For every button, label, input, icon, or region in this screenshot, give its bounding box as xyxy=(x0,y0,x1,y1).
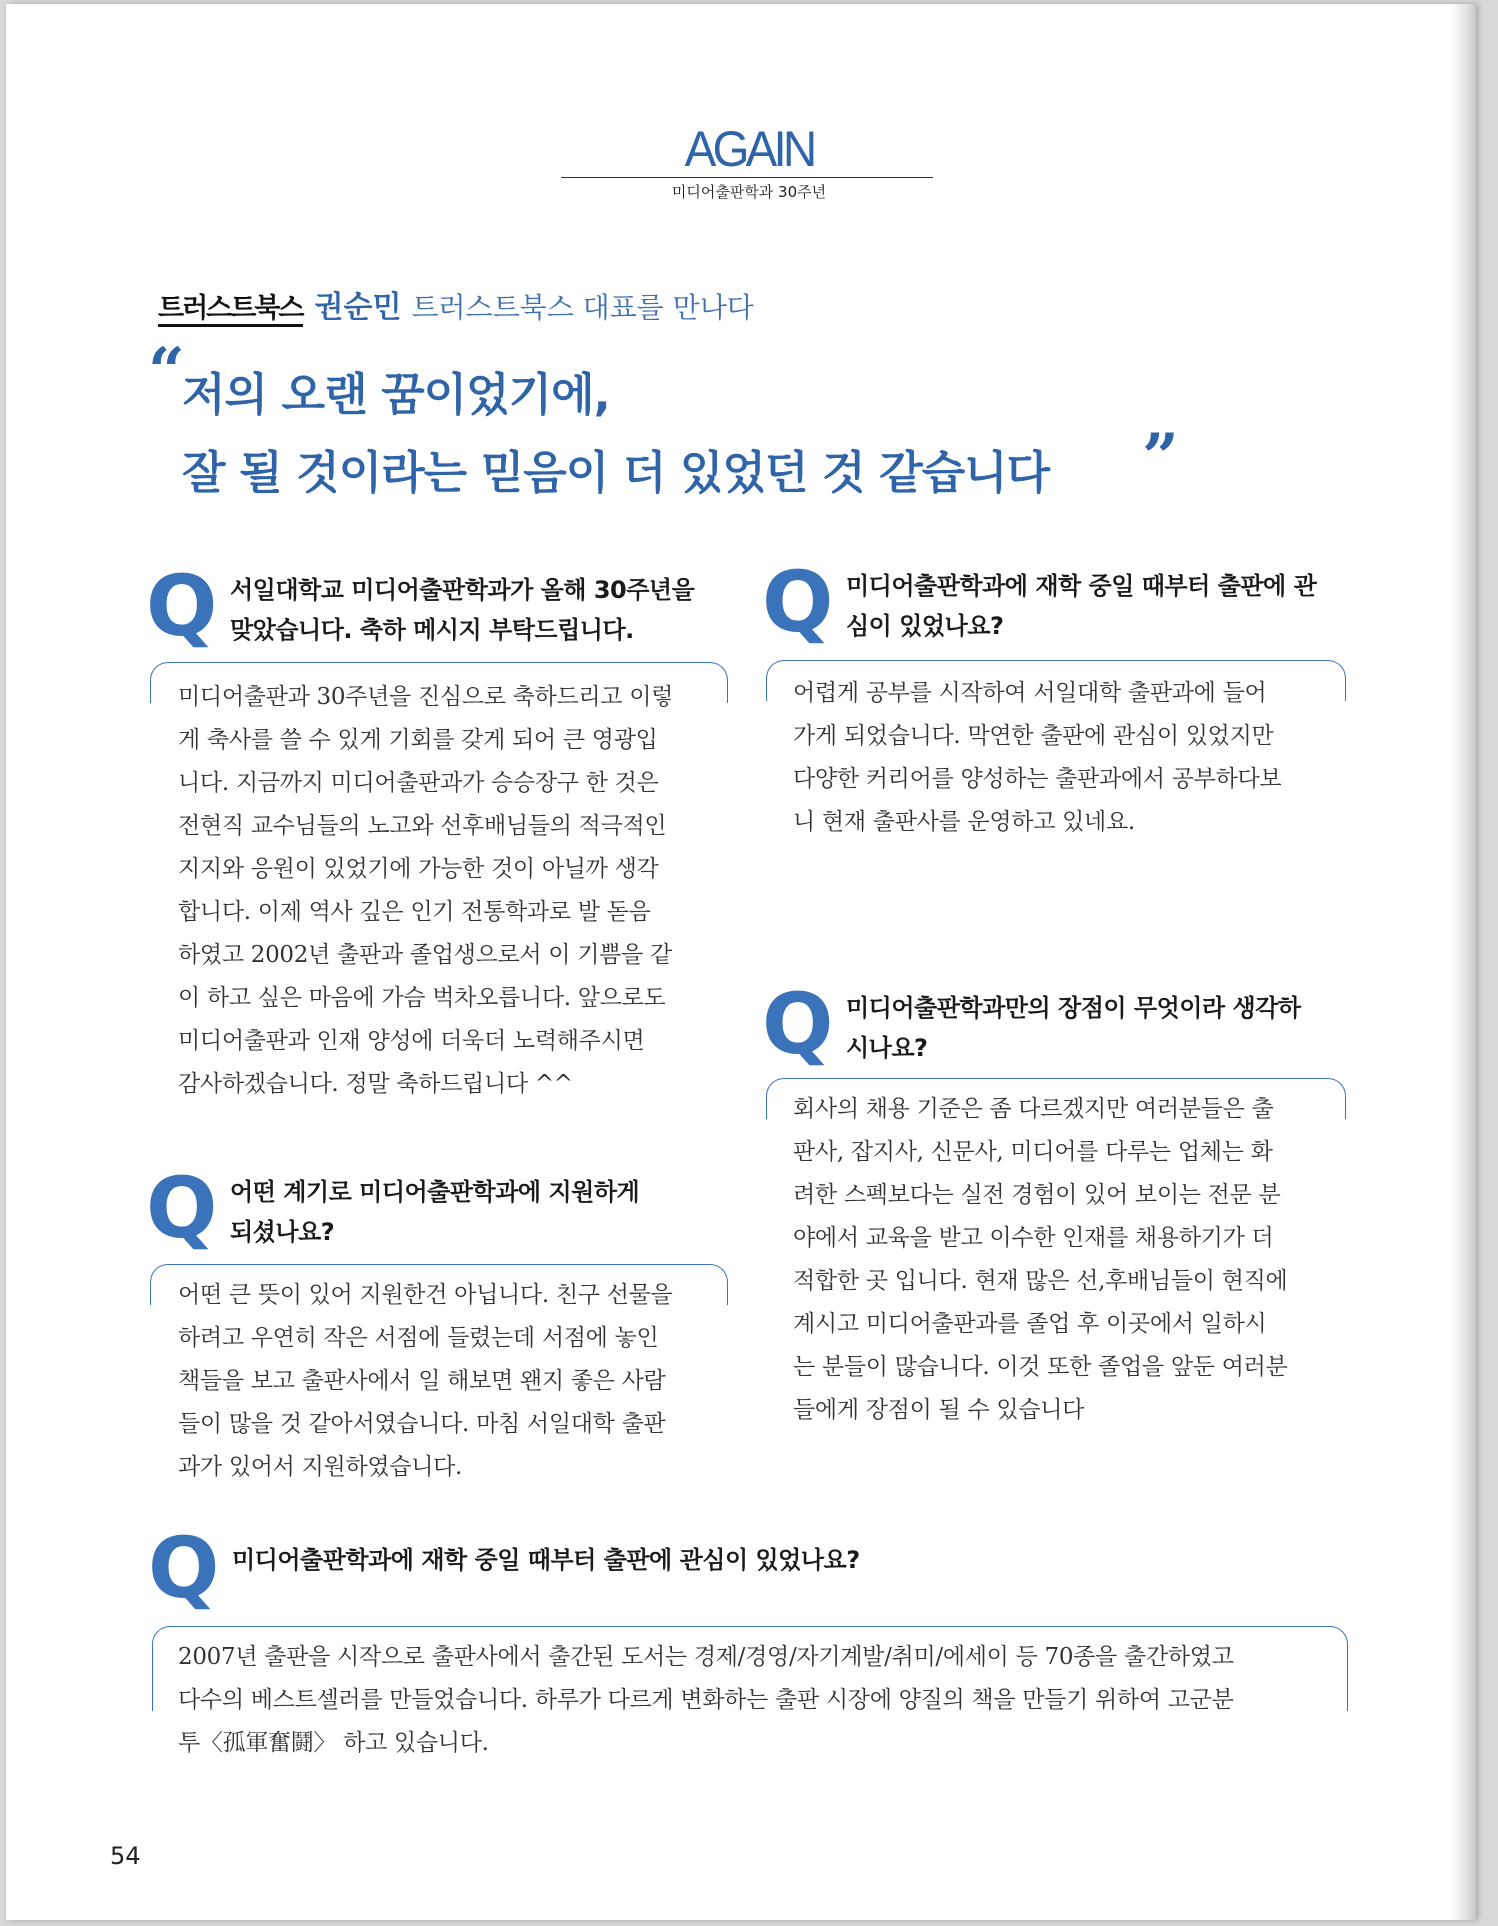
q-mark: Q xyxy=(762,553,834,651)
question-title-line: 미디어출판학과에 재학 중일 때부터 출판에 관심이 있었나요? xyxy=(232,1546,860,1574)
question-title-line: 되셨나요? xyxy=(230,1218,335,1246)
question-title xyxy=(232,1540,860,1580)
headline-line-2: 잘 될 것이라는 믿음이 더 있었던 것 같습니다 xyxy=(182,446,1050,499)
question-title-line: 시나요? xyxy=(846,1034,928,1062)
question-title xyxy=(230,1172,639,1252)
intro-text: 트러스트북스 대표를 만나다 xyxy=(411,291,754,324)
answer-line: 가게 되었습니다. 막연한 출판에 관심이 있었지만 xyxy=(793,723,1274,749)
answer-line: 지지와 응원이 있었기에 가능한 것이 아닐까 생각 xyxy=(178,856,659,882)
answer-line: 하려고 우연히 작은 서점에 들렸는데 서점에 놓인 xyxy=(178,1325,659,1351)
answer-4 xyxy=(793,1088,1353,1432)
answer-line: 어떤 큰 뜻이 있어 지원한건 아닙니다. 친구 선물을 xyxy=(178,1282,673,1308)
header-divider xyxy=(561,177,933,178)
question-title-line: 미디어출판학과에 재학 중일 때부터 출판에 관 xyxy=(846,572,1317,600)
answer-line: 게 축사를 쓸 수 있게 기회를 갖게 되어 큰 영광입 xyxy=(178,727,658,753)
answer-line: 미디어출판과 30주년을 진심으로 축하드리고 이렇 xyxy=(178,684,674,710)
question-3 xyxy=(762,553,1382,651)
answer-line: 려한 스펙보다는 실전 경험이 있어 보이는 전문 분 xyxy=(793,1182,1281,1208)
answer-3 xyxy=(793,672,1353,844)
page-edge-shadow xyxy=(1450,4,1476,1920)
question-1 xyxy=(146,557,746,655)
answer-line: 미디어출판과 인재 양성에 더욱더 노력해주시면 xyxy=(178,1028,645,1054)
answer-line: 니다. 지금까지 미디어출판과가 승승장구 한 것은 xyxy=(178,770,659,796)
answer-line: 전현직 교수님들의 노고와 선후배님들의 적극적인 xyxy=(178,813,667,839)
interviewee-name: 권순민 xyxy=(314,290,402,325)
answer-line: 투〈孤軍奮鬪〉 하고 있습니다. xyxy=(178,1730,489,1756)
question-title-line: 어떤 계기로 미디어출판학과에 지원하게 xyxy=(230,1178,640,1206)
question-title-line: 미디어출판학과만의 장점이 무엇이라 생각하 xyxy=(846,994,1301,1022)
question-title-line: 심이 있었나요? xyxy=(846,612,1004,640)
intro-line xyxy=(158,282,754,326)
answer-line: 다양한 커리어를 양성하는 출판과에서 공부하다보 xyxy=(793,766,1282,792)
answer-line: 어렵게 공부를 시작하여 서일대학 출판과에 들어 xyxy=(793,680,1267,706)
question-4 xyxy=(762,975,1382,1073)
answer-line: 적합한 곳 입니다. 현재 많은 선,후배님들이 현직에 xyxy=(793,1268,1288,1294)
answer-5 xyxy=(178,1636,1348,1765)
answer-line: 과가 있어서 지원하였습니다. xyxy=(178,1454,463,1480)
question-title-line: 맞았습니다. 축하 메시지 부탁드립니다. xyxy=(230,616,634,644)
answer-line: 합니다. 이제 역사 깊은 인기 전통학과로 발 돋음 xyxy=(178,899,651,925)
answer-line: 야에서 교육을 받고 이수한 인재를 채용하기가 더 xyxy=(793,1225,1274,1251)
answer-line: 계시고 미디어출판과를 졸업 후 이곳에서 일하시 xyxy=(793,1311,1267,1337)
answer-line: 니 현재 출판사를 운영하고 있네요. xyxy=(793,809,1135,835)
q-mark: Q xyxy=(146,557,218,655)
question-title xyxy=(230,570,694,650)
answer-line: 회사의 채용 기준은 좀 다르겠지만 여러분들은 출 xyxy=(793,1096,1274,1122)
question-2 xyxy=(146,1159,746,1257)
answer-line: 이 하고 싶은 마음에 가슴 벅차오릅니다. 앞으로도 xyxy=(178,985,666,1011)
open-quote: “ xyxy=(148,334,185,409)
question-5 xyxy=(148,1519,1348,1617)
answer-line: 판사, 잡지사, 신문사, 미디어를 다루는 업체는 화 xyxy=(793,1139,1273,1165)
again-logo: AGAIN xyxy=(684,121,814,177)
headline xyxy=(182,356,1182,512)
answer-line: 책들을 보고 출판사에서 일 해보면 왠지 좋은 사람 xyxy=(178,1368,666,1394)
trustbooks-logo: 트러스트북스 xyxy=(158,294,303,327)
question-title xyxy=(846,988,1301,1068)
answer-line: 는 분들이 많습니다. 이것 또한 졸업을 앞둔 여러분 xyxy=(793,1354,1288,1380)
answer-line: 다수의 베스트셀러를 만들었습니다. 하루가 다르게 변화하는 출판 시장에 양질의 책을 만들기 위하여 고군분 xyxy=(178,1687,1234,1713)
answer-1 xyxy=(178,676,738,1106)
page-number: 54 xyxy=(110,1842,141,1870)
question-title xyxy=(846,566,1316,646)
answer-line: 들이 많을 것 같아서였습니다. 마침 서일대학 출판 xyxy=(178,1411,666,1437)
answer-line: 들에게 장점이 될 수 있습니다 xyxy=(793,1397,1085,1423)
q-mark: Q xyxy=(148,1519,220,1617)
answer-line: 감사하겠습니다. 정말 축하드립니다 ^^ xyxy=(178,1071,573,1097)
answer-2 xyxy=(178,1274,738,1489)
answer-line: 2007년 출판을 시작으로 출판사에서 출간된 도서는 경제/경영/자기계발/취미/에세이 등 70종을 출간하였고 xyxy=(178,1644,1234,1670)
question-title-line: 서일대학교 미디어출판학과가 올해 30주년을 xyxy=(230,576,695,604)
q-mark: Q xyxy=(146,1159,218,1257)
close-quote: ” xyxy=(1142,420,1179,495)
q-mark: Q xyxy=(762,975,834,1073)
headline-line-1: 저의 오랜 꿈이었기에, xyxy=(182,368,610,421)
answer-line: 하였고 2002년 출판과 졸업생으로서 이 기쁨을 같 xyxy=(178,942,672,968)
header-subtitle: 미디어출판학과 30주년 xyxy=(671,183,827,201)
